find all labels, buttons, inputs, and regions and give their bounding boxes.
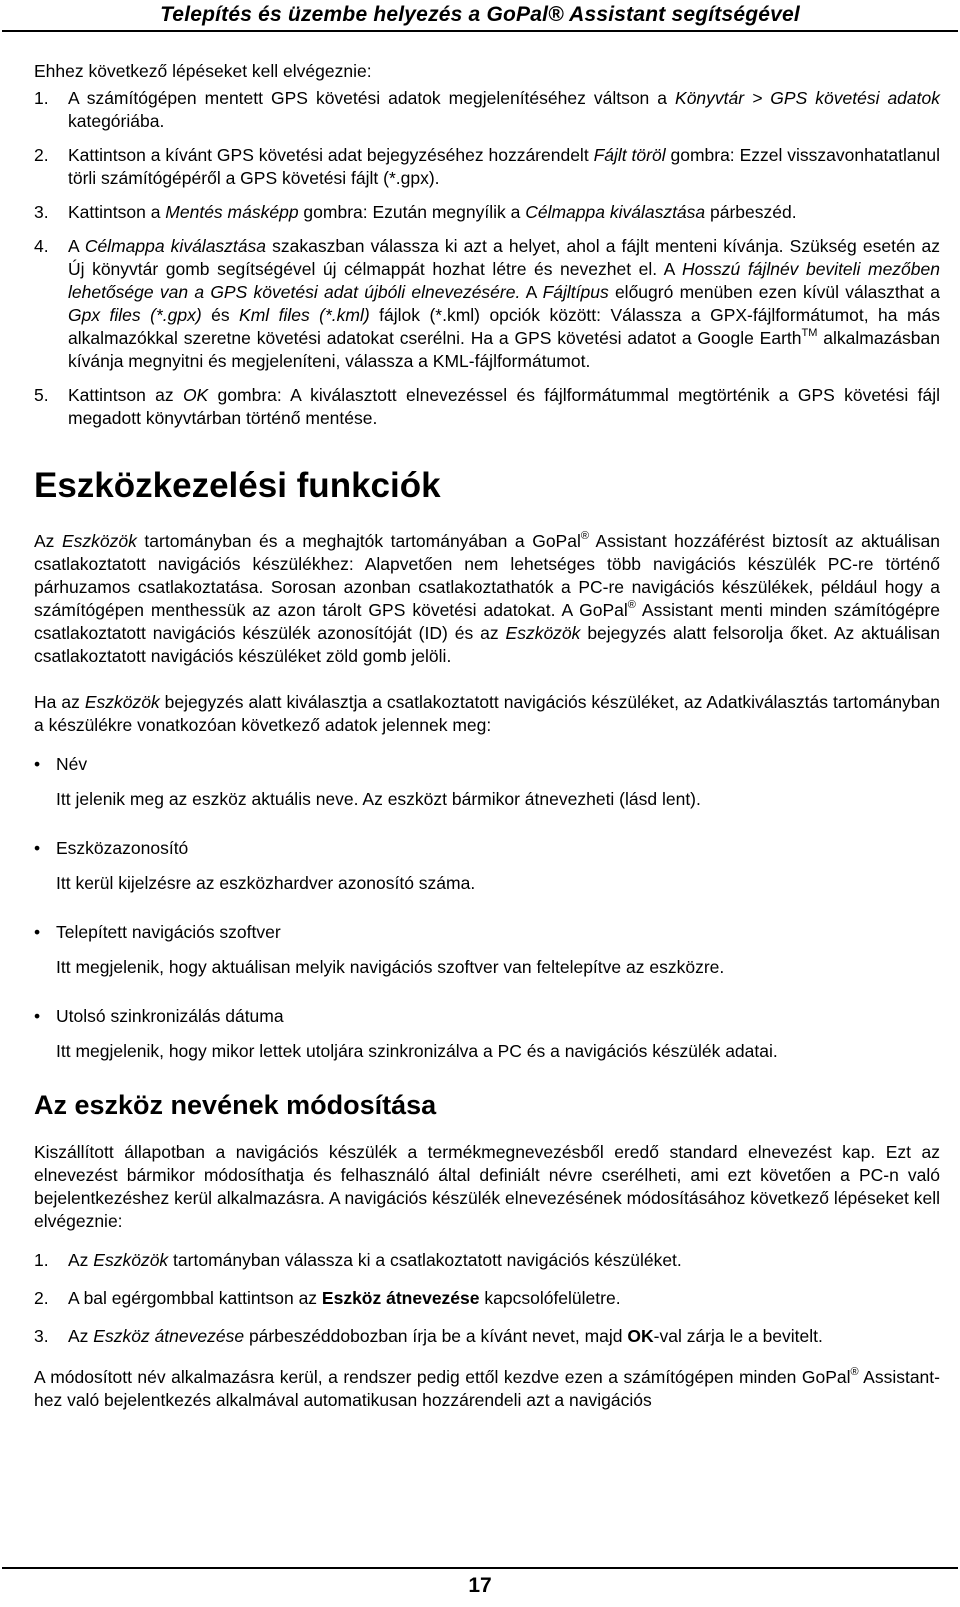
step-text: párbeszéd. — [705, 202, 797, 222]
list-item-description: Itt kerül kijelzésre az eszközhardver azonosító száma. — [56, 873, 476, 893]
list-item-title: Név — [56, 754, 88, 774]
registered-mark: ® — [580, 530, 589, 542]
step-text: A — [520, 282, 543, 302]
para-emphasis: Eszközök — [84, 692, 160, 712]
bullet-icon: • — [34, 1006, 41, 1026]
para-text: Az — [34, 531, 62, 551]
para-text: Ha az — [34, 692, 85, 712]
step-item — [34, 201, 940, 224]
bullet-icon: • — [34, 838, 41, 858]
step-emphasis: Eszközök — [93, 1250, 169, 1270]
step-text: gombra: A kiválasztott elnevezéssel és fájlformátummal megtörténik a GPS követési fájl megadott könyvtárban történő mentése. — [68, 385, 940, 428]
step-emphasis: Mentés másképp — [165, 202, 299, 222]
list-item-description: Itt jelenik meg az eszköz aktuális neve. Az eszközt bármikor átnevezheti (lásd lent). — [56, 789, 701, 809]
step-emphasis: Fájlt töröl — [593, 145, 666, 165]
step-text: Kattintson a kívánt GPS követési adat bejegyzéséhez hozzárendelt — [68, 145, 594, 165]
page-number: 17 — [468, 1574, 492, 1597]
header-divider — [2, 30, 958, 32]
step-emphasis: Kml files (*.kml) — [239, 305, 370, 325]
section2-paragraph — [34, 691, 940, 737]
list-item — [34, 753, 940, 811]
step-item — [34, 1325, 940, 1348]
step-item — [34, 87, 940, 133]
section-heading-rename-device: Az eszköz nevének módosítása — [34, 1090, 437, 1120]
list-item-description: Itt megjelenik, hogy aktuálisan melyik navigációs szoftver van feltelepítve az eszközre. — [56, 957, 725, 977]
header-title: Telepítés és üzembe helyezés a GoPal® Assistant segítségével — [160, 3, 800, 26]
bullet-icon: • — [34, 922, 41, 942]
step-emphasis: Hosszú fájlnév beviteli mezőben lehetősége van a GPS követési adat újbóli elnevezésére. — [68, 259, 940, 302]
para-text: bejegyzés alatt felsorolja őket. Az aktuálisan csatlakoztatott navigációs készüléket zöld gomb jelöli. — [34, 623, 940, 666]
step-strong: OK — [627, 1326, 654, 1346]
step-text: kapcsolófelületre. — [479, 1288, 621, 1308]
para-emphasis: Eszközök — [61, 531, 137, 551]
list-item — [34, 837, 940, 895]
step-text: párbeszéddobozban írja be a kívánt nevet, majd — [244, 1326, 628, 1346]
step-strong: Eszköz átnevezése — [321, 1288, 480, 1308]
para-text: Assistant menti minden számítógépre csatlakoztatott navigációs készülék azonosítóját (ID) és az — [34, 600, 940, 643]
step-emphasis: Gpx files (*.gpx) — [68, 305, 202, 325]
list-item — [34, 921, 940, 979]
step-emphasis: Célmappa kiválasztása — [525, 202, 706, 222]
step-item — [34, 384, 940, 430]
section3-paragraph: Kiszállított állapotban a navigációs készülék a termékmegnevezésből eredő standard elnevezést kap. Ezt az elnevezést bármikor módosíthatja és felhasználó által definiált névre cserélheti, ami ezt követően a PC-n való bejelentkezéshez kerül alkalmazásra. A navigációs készülék elnevezésének módosításához következő lépéseket kell elvégeznie: — [34, 1142, 940, 1231]
footer-divider — [2, 1567, 958, 1569]
para-text: Assistant hozzáférést biztosít az aktuálisan csatlakoztatott navigációs készülékhez: Alapvetően nem lehetséges több navigációs készülék PC-re történő párhuzamos csatlakoztatása. Sorosan azonban csatlakoztathatók a PC-re navigációs készülékek, például hogy a számítógépen menthessük az azon tárolt GPS követési adatokat. A GoPal — [34, 531, 940, 620]
page-content — [34, 60, 940, 1435]
para-emphasis: Eszközök — [505, 623, 581, 643]
device-data-list — [34, 753, 940, 1063]
step-emphasis: Könyvtár > GPS követési adatok — [675, 88, 940, 108]
step-text: előugró menüben ezen kívül választhat a — [608, 282, 940, 302]
para-text: tartományban és a meghajtók tartományában a GoPal — [136, 531, 581, 551]
step-item — [34, 144, 940, 190]
step-text: szakaszban válassza ki azt a helyet, ahol a fájlt menteni kívánja. Szükség esetén az Új könyvtár gomb segítségével új célmappát hozhat létre és nevezhet el. A — [68, 236, 941, 279]
section-heading-device-management: Eszközkezelési funkciók — [34, 466, 441, 505]
section1-intro: Ehhez következő lépéseket kell elvégeznie: — [34, 61, 372, 81]
registered-mark: ® — [627, 599, 636, 611]
step-item — [34, 235, 940, 373]
step-number: 4. — [34, 236, 49, 256]
step-text: Kattintson az — [68, 385, 183, 405]
step-number: 1. — [34, 88, 49, 108]
list-item — [34, 1005, 940, 1063]
step-text: Kattintson a — [68, 202, 166, 222]
bullet-icon: • — [34, 754, 41, 774]
page-header — [0, 0, 960, 34]
step-text: fájlok (*.kml) opciók között: Válassza a GPX-fájlformátumot, ha más alkalmazókkal szeretne követési adatokat cserélni. Ha a GPS követési adatot a Google Earth — [68, 305, 941, 348]
step-emphasis: Fájltípus — [542, 282, 609, 302]
para-text: A módosított név alkalmazásra kerül, a rendszer pedig ettől kezdve ezen a számítógépen minden GoPal — [34, 1367, 851, 1387]
rename-steps-list — [34, 1249, 940, 1348]
step-text: A bal egérgombbal kattintson az — [68, 1288, 322, 1308]
step-text: A — [68, 236, 85, 256]
step-number: 2. — [34, 1288, 49, 1308]
step-number: 3. — [34, 202, 49, 222]
step-item — [34, 1249, 940, 1272]
step-text: gombra: Ezzel visszavonhatatlanul törli számítógépéről a GPS követési fájlt (*.gpx). — [68, 145, 940, 188]
step-number: 3. — [34, 1326, 49, 1346]
gps-steps-list — [34, 87, 940, 430]
list-item-title: Telepített navigációs szoftver — [56, 922, 281, 942]
para-text: Assistant-hez való bejelentkezés alkalmával automatikusan hozzárendeli azt a navigációs — [34, 1367, 940, 1410]
list-item-title: Eszközazonosító — [56, 838, 189, 858]
section2-paragraph — [34, 530, 940, 668]
step-text: kategóriába. — [68, 111, 165, 131]
step-emphasis: Eszköz átnevezése — [93, 1326, 245, 1346]
trademark-mark: TM — [801, 327, 818, 339]
list-item-description: Itt megjelenik, hogy mikor lettek utoljára szinkronizálva a PC és a navigációs készülék adatai. — [56, 1041, 778, 1061]
step-emphasis: Célmappa kiválasztása — [84, 236, 267, 256]
step-number: 2. — [34, 145, 49, 165]
step-text: -val zárja le a bevitelt. — [653, 1326, 823, 1346]
step-number: 5. — [34, 385, 49, 405]
step-text: tartományban válassza ki a csatlakoztatott navigációs készüléket. — [168, 1250, 682, 1270]
step-emphasis: OK — [182, 385, 209, 405]
step-item — [34, 1287, 940, 1310]
step-text: Az — [68, 1250, 94, 1270]
step-text: alkalmazásban kívánja megnyitni és megjeleníteni, válassza a KML-fájlformátumot. — [68, 328, 940, 371]
section3-paragraph — [34, 1366, 940, 1412]
step-text: és — [201, 305, 240, 325]
step-text: A számítógépen mentett GPS követési adatok megjelenítéséhez váltson a — [68, 88, 676, 108]
para-text: bejegyzés alatt kiválasztja a csatlakoztatott navigációs készüléket, az Adatkiválasztás tartományban a készülékre vonatkozóan következő adatok jelennek meg: — [34, 692, 940, 735]
registered-mark: ® — [850, 1366, 859, 1378]
list-item-title: Utolsó szinkronizálás dátuma — [56, 1006, 284, 1026]
step-number: 1. — [34, 1250, 49, 1270]
step-text: Az — [68, 1326, 94, 1346]
step-text: gombra: Ezután megnyílik a — [298, 202, 526, 222]
